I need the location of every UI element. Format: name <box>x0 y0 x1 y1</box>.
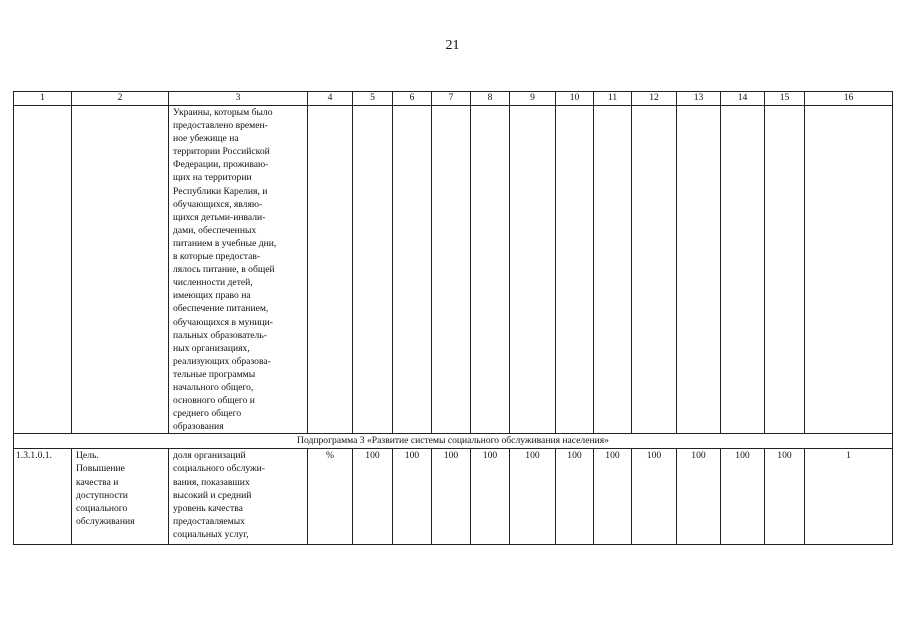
column-number: 15 <box>765 92 805 106</box>
table-cell <box>393 106 432 434</box>
table-cell <box>308 106 353 434</box>
column-number: 11 <box>594 92 632 106</box>
column-number: 1 <box>14 92 72 106</box>
table-cell <box>721 106 765 434</box>
value-cell: 100 <box>510 449 556 545</box>
code-cell: 1.3.1.0.1. <box>14 449 72 545</box>
subprogram-row <box>14 434 893 449</box>
table-cell <box>353 106 393 434</box>
table-cell <box>72 106 169 434</box>
column-number: 7 <box>432 92 471 106</box>
value-cell: 100 <box>594 449 632 545</box>
goal-row <box>14 449 893 545</box>
table-cell <box>805 106 893 434</box>
table-cell <box>677 106 721 434</box>
value-cell: 100 <box>677 449 721 545</box>
column-number: 12 <box>632 92 677 106</box>
table-cell <box>594 106 632 434</box>
value-cell: 100 <box>471 449 510 545</box>
subprogram-title: Подпрограмма 3 «Развитие системы социального обслуживания населения» <box>14 434 893 449</box>
indicator-cell: доля организаций социального обслужи- вания, показавших высокий и средний уровень качества предоставляемых социальных услуг, <box>169 449 308 545</box>
column-number: 14 <box>721 92 765 106</box>
column-number: 6 <box>393 92 432 106</box>
column-number: 8 <box>471 92 510 106</box>
column-number: 4 <box>308 92 353 106</box>
indicator-text-cell: Украины, которым было предоставлено времен- ное убежище на территории Российской Федерации, проживаю- щих на территории Республики Карелия, и обучающихся, являю- щихся детьми-инвали- дами, обеспеченных питанием в учебные дни, в которые предостав- лялось питание, в общей численности детей, имеющих право на обеспечение питанием, обучающихся в муници- пальных образователь- ных организациях, реализующих образова- тельные программы начального общего, основного общего и среднего общего образования <box>169 106 308 434</box>
indicators-table <box>13 91 893 545</box>
table-cell <box>632 106 677 434</box>
table-cell <box>765 106 805 434</box>
column-number: 10 <box>556 92 594 106</box>
page-number: 21 <box>445 38 460 53</box>
value-cell: 100 <box>556 449 594 545</box>
value-cell: 100 <box>393 449 432 545</box>
table-cell <box>556 106 594 434</box>
value-cell: 100 <box>432 449 471 545</box>
value-cell: 100 <box>721 449 765 545</box>
value-cell: 100 <box>765 449 805 545</box>
table-cell <box>471 106 510 434</box>
table-cell <box>14 106 72 434</box>
column-number-row <box>14 92 893 106</box>
column-number: 5 <box>353 92 393 106</box>
column-number: 16 <box>805 92 893 106</box>
table-cell <box>432 106 471 434</box>
column-number: 2 <box>72 92 169 106</box>
value-cell: 100 <box>632 449 677 545</box>
last-value-cell: 1 <box>805 449 893 545</box>
column-number: 3 <box>169 92 308 106</box>
goal-cell: Цель. Повышение качества и доступности социального обслуживания <box>72 449 169 545</box>
value-cell: 100 <box>353 449 393 545</box>
continuation-row <box>14 106 893 434</box>
column-number: 13 <box>677 92 721 106</box>
table-cell <box>510 106 556 434</box>
unit-cell: % <box>308 449 353 545</box>
column-number: 9 <box>510 92 556 106</box>
